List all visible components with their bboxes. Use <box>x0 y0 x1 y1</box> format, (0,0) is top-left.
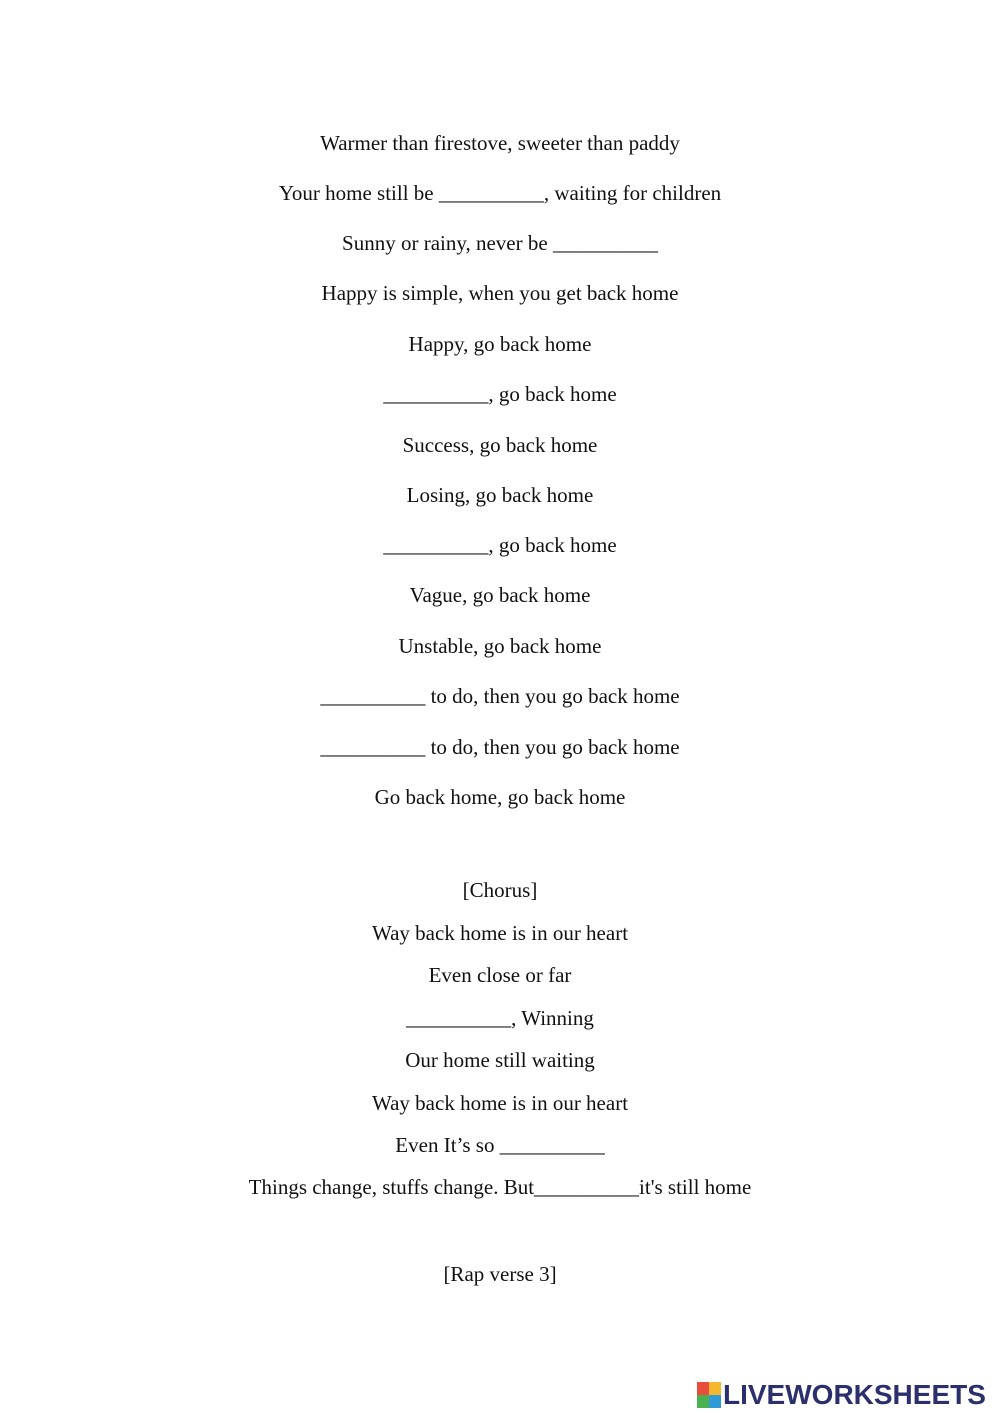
lyric-line: Way back home is in our heart <box>371 1091 629 1115</box>
lyric-line: Go back home, go back home <box>374 785 626 809</box>
liveworksheets-logo <box>697 1378 986 1412</box>
lyric-line: Happy is simple, when you get back home <box>321 281 679 305</box>
lyric-line: __________, go back home <box>383 382 617 406</box>
logo-brand-text: LIVEWORKSHEETS <box>723 1379 986 1410</box>
lyric-line: Things change, stuffs change. But__________it's still home <box>248 1175 752 1199</box>
lyric-line: Vague, go back home <box>409 583 591 607</box>
lyric-line: __________ to do, then you go back home <box>320 684 680 708</box>
lyric-line: __________ to do, then you go back home <box>320 735 680 759</box>
lyric-line: Losing, go back home <box>406 483 594 507</box>
lyric-line: Happy, go back home <box>408 332 592 356</box>
lyric-line: __________, go back home <box>383 533 617 557</box>
lyric-line: Even It’s so __________ <box>395 1133 605 1157</box>
lyric-line: __________, Winning <box>406 1006 594 1030</box>
lyric-line: Success, go back home <box>402 433 598 457</box>
section-heading-chorus: [Chorus] <box>462 878 538 902</box>
lyric-line: Way back home is in our heart <box>371 921 629 945</box>
lyric-line: Our home still waiting <box>405 1048 595 1072</box>
lyric-line: Unstable, go back home <box>398 634 602 658</box>
lyric-line: Sunny or rainy, never be __________ <box>342 231 658 255</box>
logo-blocks-icon <box>697 1382 721 1408</box>
lyric-line: Warmer than firestove, sweeter than paddy <box>320 131 680 155</box>
section-heading-rap-verse: [Rap verse 3] <box>443 1262 557 1286</box>
lyric-line: Your home still be __________, waiting for children <box>278 181 722 205</box>
lyric-line: Even close or far <box>428 963 572 987</box>
